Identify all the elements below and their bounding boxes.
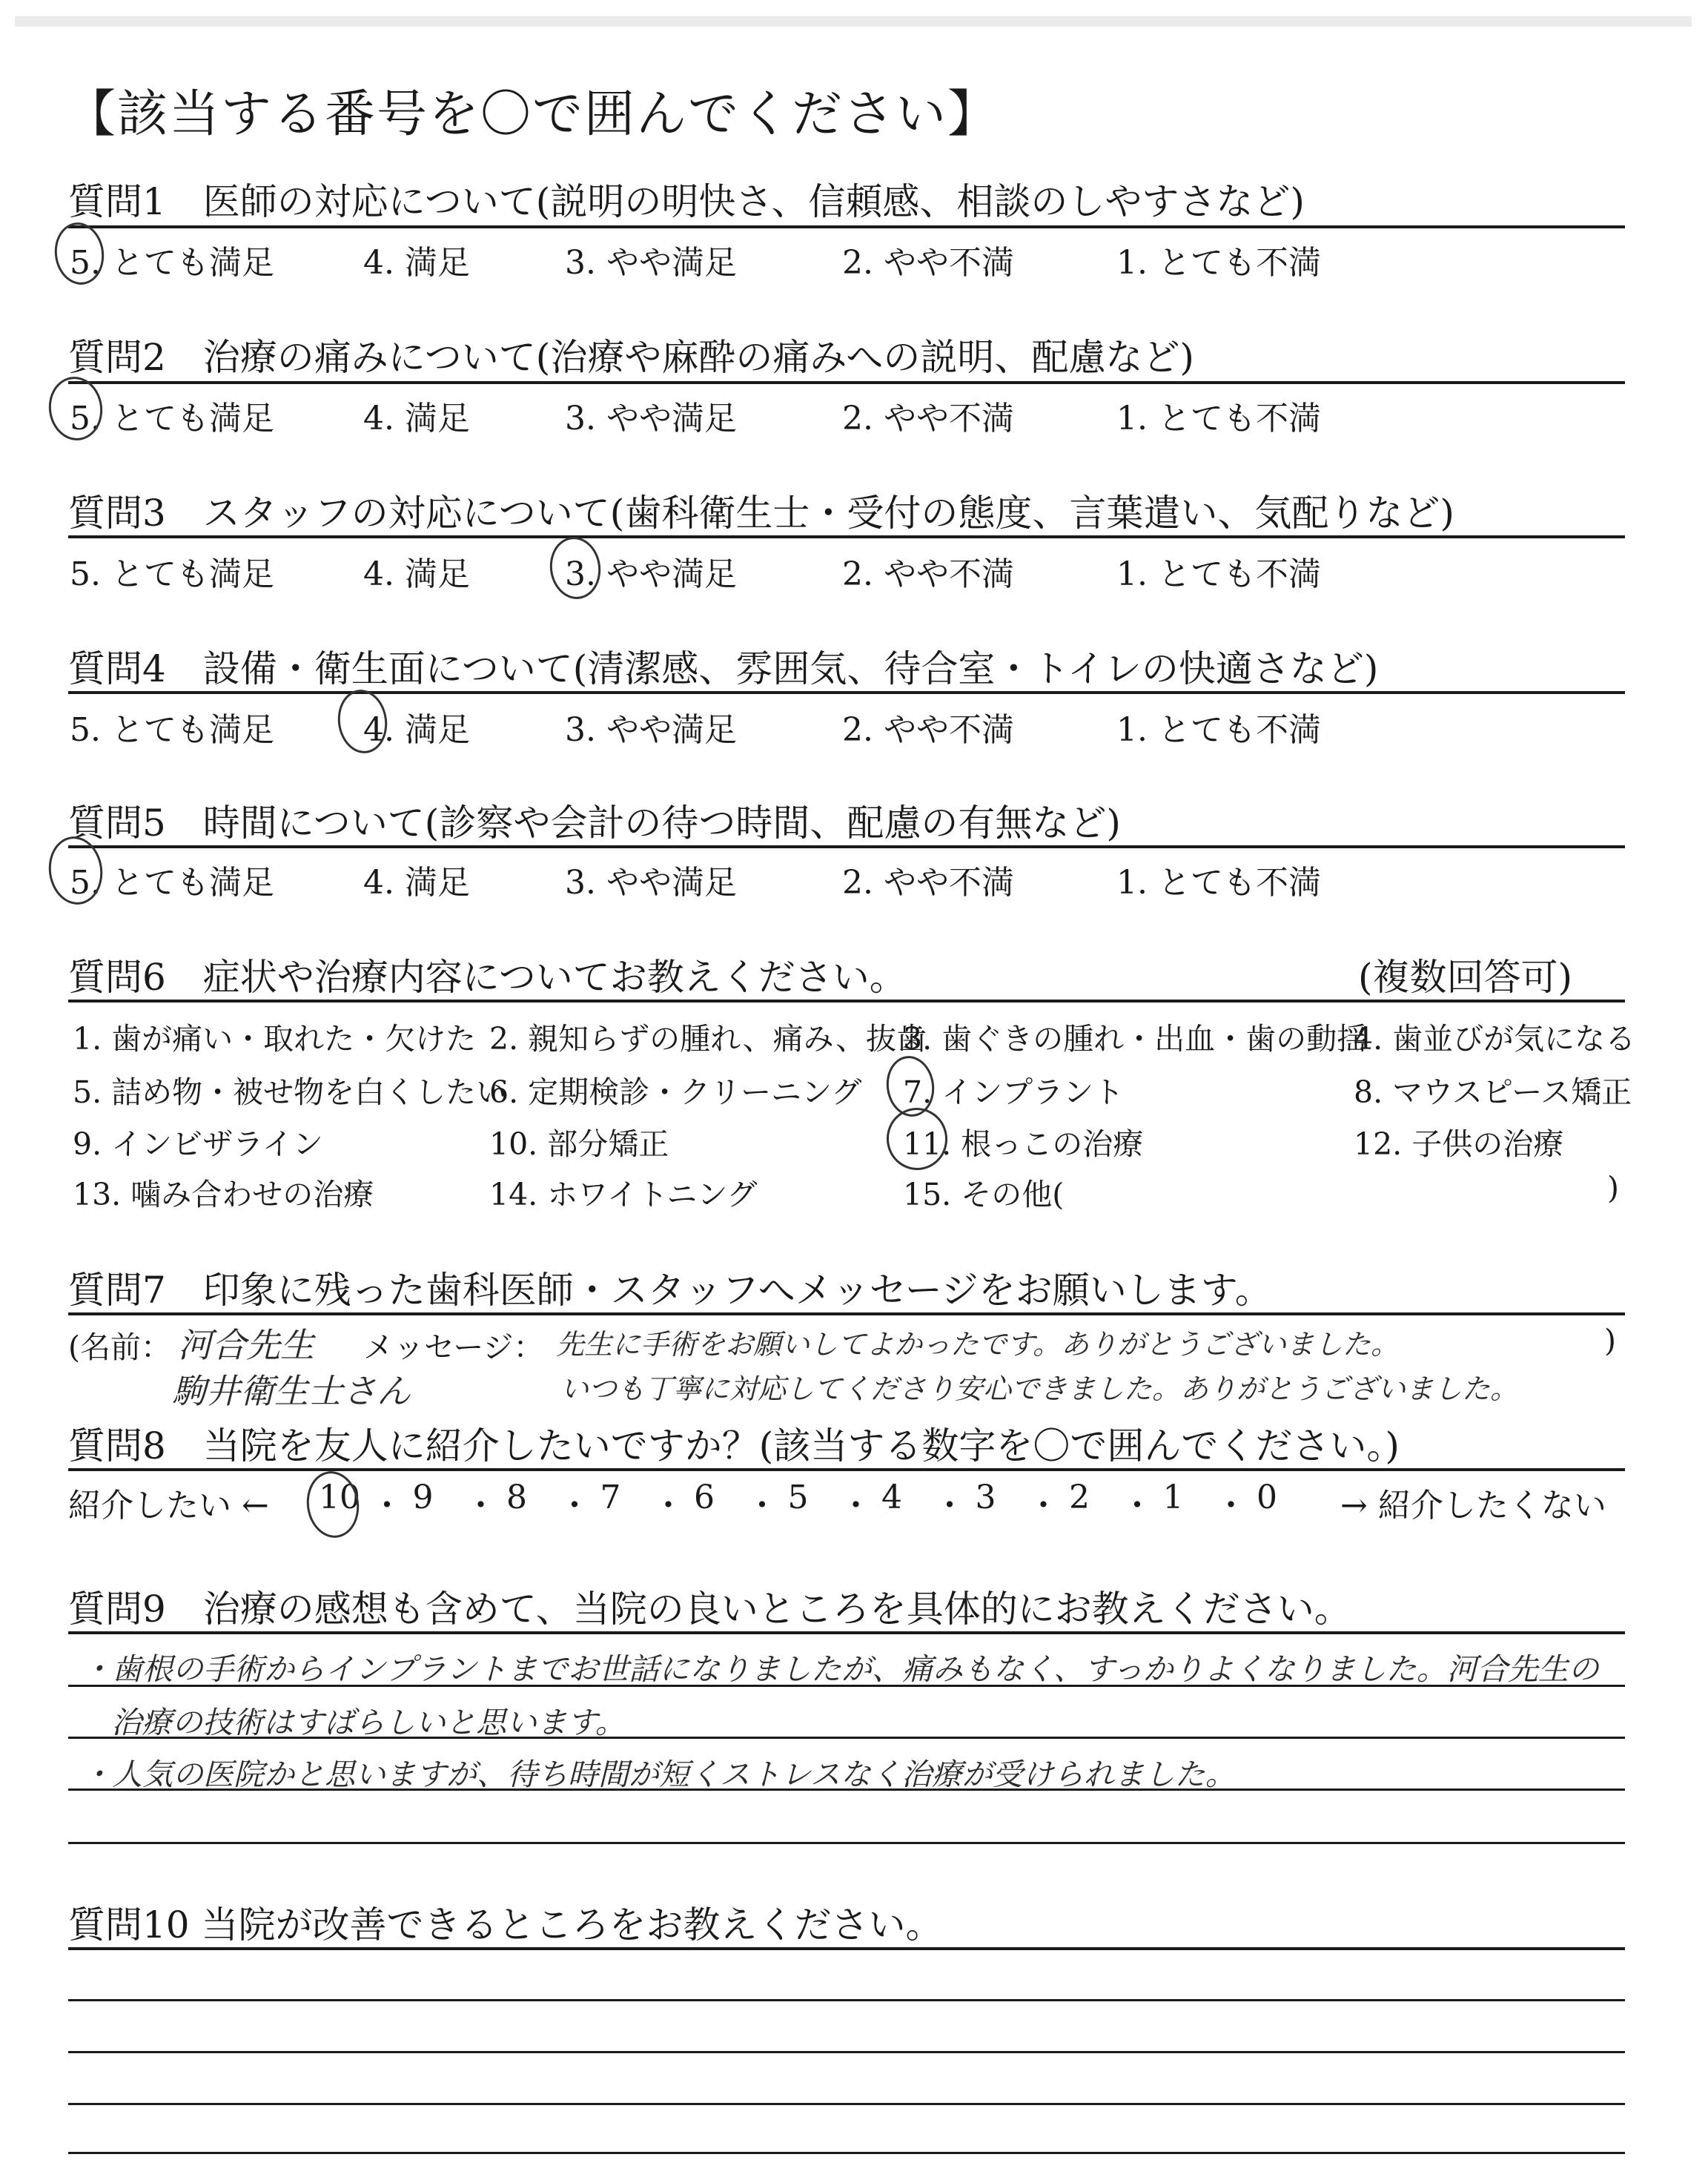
q6-item-6[interactable]: 6. 定期検診・クリーニング [489,1074,862,1110]
q7-name-1: 河合先生 [178,1325,314,1365]
q4-rule [68,691,1625,694]
q4-option-5[interactable]: 5. とても満足 [70,711,274,749]
q4-option-2[interactable]: 2. やや不満 [842,711,1014,749]
q5-option-1[interactable]: 1. とても不満 [1116,864,1321,902]
q6-item-2[interactable]: 2. 親知らずの腫れ、痛み、抜歯 [489,1021,927,1057]
q3-label: 質問3 スタッフの対応について(歯科衛生士・受付の態度、言葉遣い、気配りなど) [68,492,1454,535]
q6-item-8[interactable]: 8. マウスピース矯正 [1354,1074,1632,1110]
q8-number-8[interactable]: 8 [506,1479,527,1516]
q6-item-15[interactable]: 15. その他( [903,1177,1065,1212]
q6-item-14[interactable]: 14. ホワイトニング [489,1177,758,1212]
q6-selection-circle-11 [883,1104,952,1175]
q7-close: ) [1604,1323,1616,1358]
q6-item-13[interactable]: 13. 噛み合わせの治療 [73,1177,374,1212]
q1-label: 質問1 医師の対応について(説明の明快さ、信頼感、相談のしやすさなど) [68,180,1305,223]
q10-line-1 [68,1999,1625,2001]
q5-option-4[interactable]: 4. 満足 [363,864,470,902]
q8-separator: ・ [558,1487,591,1525]
q7-rule [68,1312,1625,1315]
q4-option-1[interactable]: 1. とても不満 [1116,711,1321,749]
q8-separator: ・ [746,1487,778,1525]
q8-number-4[interactable]: 4 [881,1479,902,1516]
q3-option-5[interactable]: 5. とても満足 [70,555,274,593]
q10-label: 質問10 当院が改善できるところをお教えください。 [68,1903,943,1946]
q9-answer-2: 治療の技術はすばらしいと思います。 [111,1705,626,1740]
q3-option-4[interactable]: 4. 満足 [363,555,470,593]
page-title: 【該当する番号を〇で囲んでください】 [65,85,1000,144]
q5-label: 質問5 時間について(診察や会計の待つ時間、配慮の有無など) [68,802,1121,845]
q3-option-1[interactable]: 1. とても不満 [1116,555,1321,593]
q7-label: 質問7 印象に残った歯科医師・スタッフへメッセージをお願いします。 [68,1269,1272,1312]
q8-separator: ・ [464,1487,497,1525]
q6-label: 質問6 症状や治療内容についてお教えください。 [68,956,907,999]
q9-line-4 [68,1842,1625,1844]
q8-separator: ・ [1214,1487,1248,1525]
q2-option-3[interactable]: 3. やや満足 [565,400,737,437]
q6-other-close: ) [1607,1170,1619,1206]
q7-message-2: いつも丁寧に対応してくださり安心できました。ありがとうございました。 [560,1373,1519,1405]
q6-item-10[interactable]: 10. 部分矯正 [489,1126,669,1162]
q8-label: 質問8 当院を友人に紹介したいですか？(該当する数字を〇で囲んでください。) [68,1424,1400,1467]
q10-line-3 [68,2103,1625,2105]
q8-number-9[interactable]: 9 [412,1479,434,1516]
q6-item-9[interactable]: 9. インビザライン [73,1126,323,1162]
q2-rule [68,381,1625,384]
q5-option-5[interactable]: 5. とても満足 [70,864,274,902]
scan-edge [15,16,1692,27]
q5-option-2[interactable]: 2. やや不満 [842,864,1014,902]
q6-item-11[interactable]: 11. 根っこの治療 [903,1126,1144,1162]
q8-right-label: → 紹介したくない [1340,1487,1606,1525]
q5-option-3[interactable]: 3. やや満足 [565,864,737,902]
q8-number-5[interactable]: 5 [787,1479,809,1516]
q8-number-7[interactable]: 7 [600,1479,621,1516]
q6-rule [68,1000,1625,1003]
q10-rule [68,1947,1625,1950]
q6-item-1[interactable]: 1. 歯が痛い・取れた・欠けた [73,1021,477,1057]
q2-label: 質問2 治療の痛みについて(治療や麻酔の痛みへの説明、配慮など) [68,336,1194,379]
q8-separator: ・ [1121,1487,1153,1525]
q9-label: 質問9 治療の感想も含めて、当院の良いところを具体的にお教えください。 [68,1588,1351,1631]
q8-separator: ・ [652,1487,685,1525]
q7-message-1: 先生に手術をお願いしてよかったです。ありがとうございました。 [556,1328,1399,1361]
q4-option-4[interactable]: 4. 満足 [363,711,470,749]
q1-option-3[interactable]: 3. やや満足 [565,244,737,282]
q7-name-label: (名前： [68,1330,171,1365]
q8-separator: ・ [1027,1487,1060,1525]
q1-option-2[interactable]: 2. やや不満 [842,244,1014,282]
q2-option-4[interactable]: 4. 満足 [363,400,470,437]
q4-label: 質問4 設備・衛生面について(清潔感、雰囲気、待合室・トイレの快適さなど) [68,647,1379,690]
q8-rule [68,1468,1625,1471]
q8-separator: ・ [371,1487,403,1525]
q8-number-1[interactable]: 1 [1162,1479,1184,1516]
q7-message-label: メッセージ： [363,1330,544,1365]
q6-item-7[interactable]: 7. インプラント [903,1074,1125,1110]
q6-item-5[interactable]: 5. 詰め物・被せ物を白くしたい [73,1074,507,1110]
q8-separator: ・ [839,1487,873,1525]
q8-separator: ・ [933,1487,966,1525]
q10-line-4 [68,2152,1625,2154]
q8-number-10[interactable]: 10 [319,1479,360,1516]
q10-line-2 [68,2051,1625,2053]
q6-item-4[interactable]: 4. 歯並びが気になる [1354,1021,1636,1057]
q1-option-4[interactable]: 4. 満足 [363,244,470,282]
q8-left-label: 紹介したい ← [68,1487,269,1525]
q2-option-1[interactable]: 1. とても不満 [1116,400,1321,437]
q6-item-12[interactable]: 12. 子供の治療 [1354,1126,1564,1162]
q9-answer-3: ・人気の医院かと思いますが、待ち時間が短くストレスなく治療が受けられました。 [82,1757,1236,1792]
q8-number-2[interactable]: 2 [1069,1479,1090,1516]
q3-option-2[interactable]: 2. やや不満 [842,555,1014,593]
q5-rule [68,845,1625,848]
q3-option-3[interactable]: 3. やや満足 [565,555,737,593]
q1-option-5[interactable]: 5. とても満足 [70,244,274,282]
q8-number-0[interactable]: 0 [1257,1479,1277,1516]
q2-option-2[interactable]: 2. やや不満 [842,400,1014,437]
q4-option-3[interactable]: 3. やや満足 [565,711,737,749]
q6-item-3[interactable]: 3. 歯ぐきの腫れ・出血・歯の動揺 [903,1021,1368,1057]
q8-number-6[interactable]: 6 [694,1479,715,1516]
q2-option-5[interactable]: 5. とても満足 [70,400,274,437]
q9-rule [68,1631,1625,1634]
q8-number-3[interactable]: 3 [975,1479,996,1516]
q9-answer-1: ・歯根の手術からインプラントまでお世話になりましたが、痛みもなく、すっかりよくなりました。河合先生の [82,1651,1599,1687]
q1-option-1[interactable]: 1. とても不満 [1116,244,1321,282]
q1-rule [68,225,1625,228]
q7-name-2: 駒井衛生士さん [172,1371,411,1411]
q6-note: (複数回答可) [1358,956,1573,999]
q3-rule [68,535,1625,538]
